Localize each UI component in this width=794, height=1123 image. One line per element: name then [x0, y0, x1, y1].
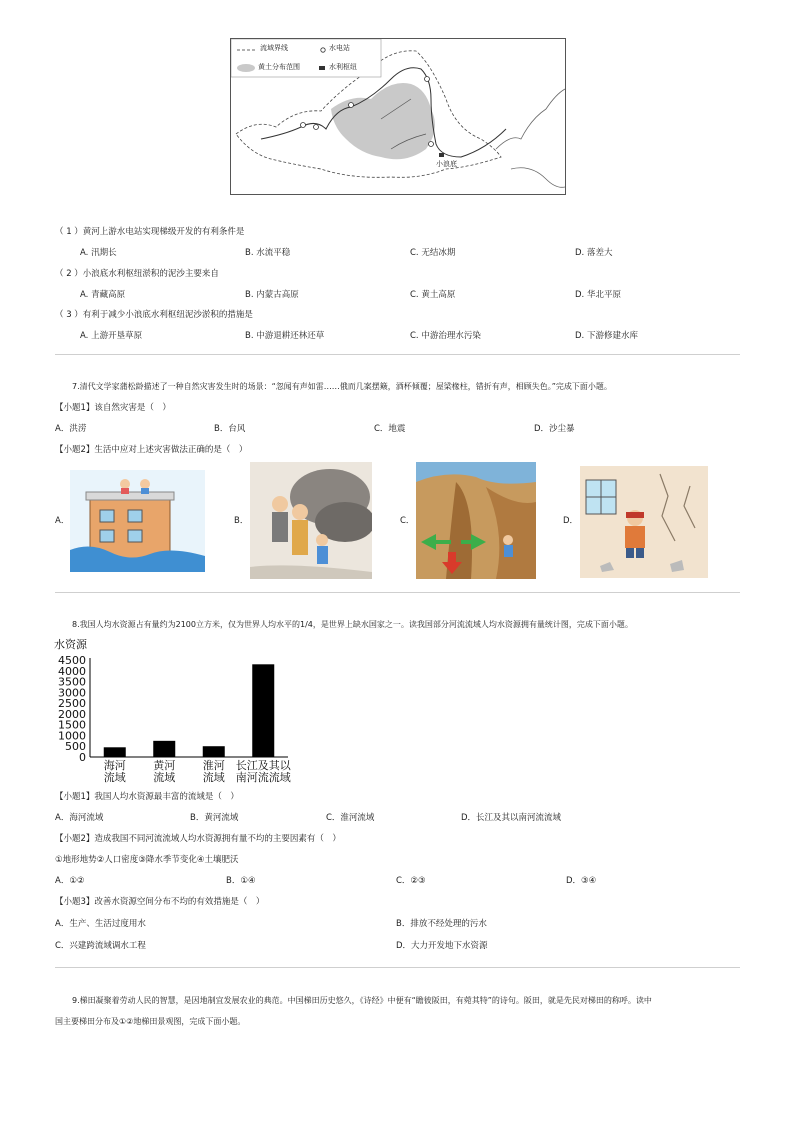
hydro-station-icon — [314, 125, 319, 130]
q6-sub3-option-b[interactable]: B. 中游退耕还林还草 — [245, 331, 325, 341]
yellow-river-map — [230, 38, 566, 195]
q7-sub1-stem: 【小题1】该自然灾害是（ ） — [55, 403, 171, 413]
q7-sub1-option-b[interactable]: B．台风 — [214, 424, 246, 434]
q8-sub2-option-b[interactable]: B．①④ — [226, 876, 256, 886]
loess-area — [331, 83, 435, 159]
q6-sub3-option-c[interactable]: C. 中游治理水污染 — [410, 331, 481, 341]
hub-legend-icon — [319, 66, 325, 70]
q6-sub3-option-d[interactable]: D. 下游修建水库 — [575, 331, 638, 341]
q8-sub2-option-d[interactable]: D．③④ — [566, 876, 597, 886]
x-tick-label: 黄河 — [153, 759, 176, 772]
y-tick-label: 3000 — [58, 686, 86, 700]
flood-rooftop-illustration[interactable] — [70, 470, 205, 572]
q8-sub3-option-b[interactable]: B．排放不经处理的污水 — [396, 919, 487, 929]
q8-sub2-factors: ①地形地势②人口密度③降水季节变化④土壤肥沃 — [55, 855, 239, 865]
earthquake-corner-illustration[interactable] — [580, 466, 708, 578]
q7-sub2-option-c[interactable]: C． — [400, 516, 415, 526]
q6-sub2-option-b[interactable]: B. 内蒙古高原 — [245, 290, 299, 300]
q8-sub3-stem: 【小题3】改善水资源空间分布不均的有效措施是（ ） — [55, 897, 265, 907]
q8-sub1-option-a[interactable]: A．海河流域 — [55, 813, 104, 823]
hydro-station-icon — [425, 77, 430, 82]
q6-sub1-option-d[interactable]: D. 落差大 — [575, 248, 613, 258]
legend-hydro-label: 水电站 — [329, 44, 350, 52]
loess-legend-icon — [237, 64, 255, 72]
x-tick-label: 淮河 — [202, 759, 225, 772]
q6-sub1-option-b[interactable]: B. 水流平稳 — [245, 248, 291, 258]
y-tick-label: 1500 — [58, 718, 86, 732]
y-tick-label: 2000 — [58, 707, 86, 721]
section-divider — [55, 354, 740, 355]
q8-intro: 8.我国人均水资源占有量约为2100立方米，仅为世界人均水平的1/4，是世界上缺水国家之一。读我国部分河流流域人均水资源拥有量统计图，完成下面小题。 — [72, 620, 633, 629]
section-divider — [55, 967, 740, 968]
coastline — [496, 89, 565, 149]
x-tick-label: 南河流流域 — [235, 771, 291, 784]
legend-loess-label: 黄土分布范围 — [258, 63, 300, 71]
hydro-station-icon — [349, 103, 354, 108]
q8-sub1-option-c[interactable]: C．淮河流域 — [326, 813, 375, 823]
q7-sub2-option-d[interactable]: D． — [563, 516, 579, 526]
q7-sub1-option-c[interactable]: C．地震 — [374, 424, 406, 434]
hydro-station-icon — [301, 123, 306, 128]
q7-sub2-option-b[interactable]: B． — [234, 516, 249, 526]
q7-sub1-option-a[interactable]: A．洪涝 — [55, 424, 87, 434]
q8-sub1-stem: 【小题1】我国人均水资源最丰富的流域是（ ） — [55, 792, 239, 802]
y-axis-label: 水资源 — [54, 638, 87, 651]
coastline-2 — [511, 168, 565, 188]
legend-hub-label: 水利枢纽 — [329, 63, 357, 71]
y-tick-label: 4000 — [58, 664, 86, 678]
q8-sub1-option-d[interactable]: D．长江及其以南河流流域 — [461, 813, 562, 823]
q8-sub1-option-b[interactable]: B．黄河流域 — [190, 813, 239, 823]
q8-sub3-option-a[interactable]: A．生产、生活过度用水 — [55, 919, 146, 929]
q7-sub2-option-a[interactable]: A． — [55, 516, 70, 526]
y-tick-label: 2500 — [58, 697, 86, 711]
q6-sub1-option-a[interactable]: A. 汛期长 — [80, 248, 117, 258]
x-tick-label: 海河 — [103, 759, 126, 772]
q7-intro: 7.清代文学家蒲松龄描述了一种自然灾害发生时的场景：“忽闻有声如雷……俄而几案摆簸，酒杯倾覆；屋梁椽柱，错折有声，相顾失色。”完成下面小题。 — [72, 382, 612, 391]
bar-3 — [203, 746, 225, 757]
bar-1 — [104, 747, 126, 757]
q8-sub2-stem: 【小题2】造成我国不同河流流域人均水资源拥有量不均的主要因素有（ ） — [55, 834, 341, 844]
q7-sub1-option-d[interactable]: D．沙尘暴 — [534, 424, 575, 434]
x-tick-label: 流域 — [153, 771, 176, 784]
y-tick-label: 0 — [79, 751, 86, 764]
dam-hub-icon — [439, 153, 444, 157]
section-divider — [55, 592, 740, 593]
q7-sub2-stem: 【小题2】生活中应对上述灾害做法正确的是（ ） — [55, 445, 248, 455]
bar-4 — [252, 664, 274, 757]
q6-sub2-option-c[interactable]: C. 黄土高原 — [410, 290, 456, 300]
q6-sub2-stem: （ 2 ）小浪底水利枢纽淤积的泥沙主要来自 — [55, 269, 219, 279]
y-tick-label: 3500 — [58, 675, 86, 689]
y-tick-label: 1000 — [58, 729, 86, 743]
xiaolangdi-label: 小浪底 — [436, 160, 457, 168]
bar-2 — [153, 741, 175, 757]
y-tick-label: 4500 — [58, 654, 86, 667]
x-tick-label: 流域 — [103, 771, 126, 784]
q8-sub2-option-c[interactable]: C．②③ — [396, 876, 426, 886]
legend-box — [231, 39, 381, 77]
q6-sub1-stem: （ 1 ）黄河上游水电站实现梯级开发的有利条件是 — [55, 227, 245, 237]
water-resources-chart — [50, 636, 300, 788]
q8-sub3-option-d[interactable]: D．大力开发地下水资源 — [396, 941, 488, 951]
q9-line2: 国主要梯田分布及①②地梯田景观图，完成下面小题。 — [55, 1017, 246, 1026]
dust-storm-illustration[interactable] — [250, 462, 372, 579]
q8-sub2-option-a[interactable]: A．①② — [55, 876, 85, 886]
landslide-illustration[interactable] — [416, 462, 536, 579]
legend-boundary-label: 流域界线 — [260, 44, 288, 52]
q6-sub3-option-a[interactable]: A. 上游开垦草原 — [80, 331, 143, 341]
q6-sub2-option-a[interactable]: A. 青藏高原 — [80, 290, 126, 300]
y-tick-label: 500 — [65, 740, 86, 754]
x-tick-label: 长江及其以 — [235, 759, 291, 772]
q9-line1: 9.梯田凝聚着劳动人民的智慧，是因地制宜发展农业的典范。中国梯田历史悠久，《诗经》中便有“瞻彼阪田，有菀其特”的诗句。阪田，就是先民对梯田的称呼。读中 — [72, 996, 652, 1005]
q6-sub2-option-d[interactable]: D. 华北平原 — [575, 290, 621, 300]
x-tick-label: 流域 — [202, 771, 225, 784]
hydro-station-icon — [429, 142, 434, 147]
chart-svg — [50, 636, 300, 788]
q6-sub1-option-c[interactable]: C. 无结冰期 — [410, 248, 456, 258]
q6-sub3-stem: （ 3 ）有利于减少小浪底水利枢纽泥沙淤积的措施是 — [55, 310, 253, 320]
q8-sub3-option-c[interactable]: C．兴建跨流域调水工程 — [55, 941, 146, 951]
hydro-legend-icon — [321, 48, 325, 52]
